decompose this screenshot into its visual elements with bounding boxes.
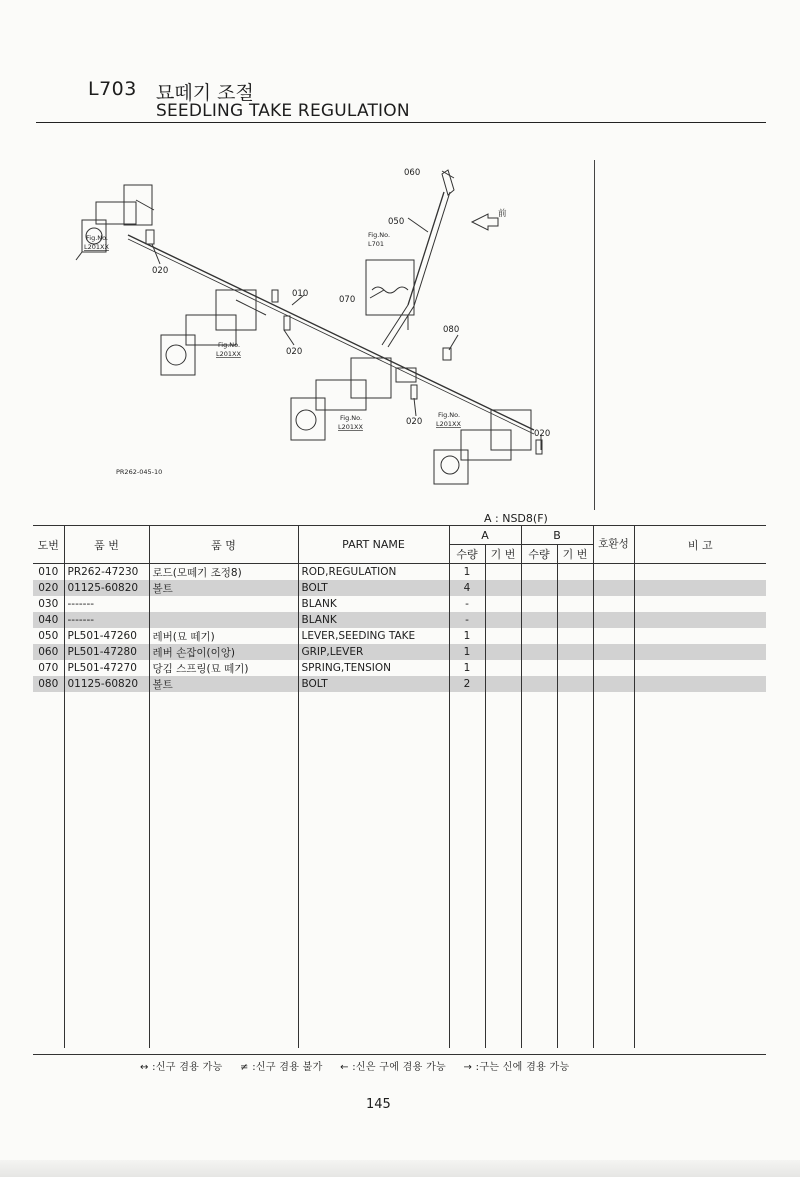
cell-b-qty xyxy=(521,660,557,676)
cell-interchange xyxy=(593,580,634,596)
cell-interchange xyxy=(593,660,634,676)
cell-name-ko xyxy=(149,612,298,628)
svg-text:Fig.No.: Fig.No. xyxy=(368,231,391,239)
cell-b-model xyxy=(557,580,593,596)
fig-ref-4 xyxy=(338,414,363,431)
cell-a-model xyxy=(485,564,521,581)
front-direction-label: 前 xyxy=(498,209,507,219)
cell-no: 020 xyxy=(33,580,64,596)
cell-part-name: BOLT xyxy=(298,676,449,692)
svg-text:Fig.No.: Fig.No. xyxy=(438,411,461,419)
callout-070: 070 xyxy=(339,295,356,305)
front-arrow-icon xyxy=(472,214,498,230)
callout-020-c: 020 xyxy=(406,417,423,427)
cell-b-qty xyxy=(521,644,557,660)
cell-a-qty: 1 xyxy=(449,628,485,644)
fig-ref-2 xyxy=(368,231,390,248)
cell-a-model xyxy=(485,660,521,676)
cell-interchange xyxy=(593,644,634,660)
header-part-no: 품 번 xyxy=(64,526,149,564)
cell-b-model xyxy=(557,644,593,660)
model-note: A : NSD8(F) xyxy=(484,512,548,525)
cell-b-qty xyxy=(521,676,557,692)
title-underline xyxy=(36,122,766,123)
diagram-divider xyxy=(594,160,595,510)
cell-a-qty: 1 xyxy=(449,564,485,581)
cell-name-ko: 로드(모떼기 조정8) xyxy=(149,564,298,581)
cell-part-no: 01125-60820 xyxy=(64,580,149,596)
header-b-qty: 수량 xyxy=(521,545,557,564)
cell-a-qty: 1 xyxy=(449,644,485,660)
cell-b-model xyxy=(557,564,593,581)
svg-text:Fig.No.: Fig.No. xyxy=(86,234,109,242)
cell-a-qty: 2 xyxy=(449,676,485,692)
legend-item: ← :신은 구에 겸용 가능 xyxy=(340,1062,447,1073)
parts-table xyxy=(33,526,766,1048)
cell-part-no: ------- xyxy=(64,596,149,612)
legend-item: → :구는 신에 겸용 가능 xyxy=(463,1062,570,1073)
cell-part-name: GRIP,LEVER xyxy=(298,644,449,660)
cell-name-ko xyxy=(149,596,298,612)
cell-a-model xyxy=(485,596,521,612)
cell-remarks xyxy=(634,580,766,596)
cell-remarks xyxy=(634,644,766,660)
cell-interchange xyxy=(593,612,634,628)
cell-name-ko: 볼트 xyxy=(149,676,298,692)
cell-part-name: BLANK xyxy=(298,612,449,628)
legend-item: ↔ :신구 겸용 가능 xyxy=(140,1062,223,1073)
cell-b-model xyxy=(557,612,593,628)
cell-remarks xyxy=(634,628,766,644)
cell-a-model xyxy=(485,580,521,596)
bolt-080-drawing xyxy=(443,348,451,360)
cell-a-model xyxy=(485,644,521,660)
drawing-code: PR262-045-10 xyxy=(116,468,163,476)
table-row xyxy=(33,580,766,596)
cell-a-qty: - xyxy=(449,596,485,612)
cell-part-no: PL501-47270 xyxy=(64,660,149,676)
cell-part-no: ------- xyxy=(64,612,149,628)
svg-text:L201XX: L201XX xyxy=(338,423,363,431)
callout-020-b: 020 xyxy=(286,347,303,357)
cell-b-qty xyxy=(521,564,557,581)
cell-no: 070 xyxy=(38,662,59,674)
cell-part-no: PL501-47280 xyxy=(64,644,149,660)
section-code: L703 xyxy=(88,78,137,100)
cell-interchange xyxy=(593,596,634,612)
header-a-qty: 수량 xyxy=(449,545,485,564)
callout-080: 080 xyxy=(443,325,460,335)
table-row xyxy=(33,676,766,692)
cell-remarks xyxy=(634,596,766,612)
header-group-b: B xyxy=(521,526,593,545)
cell-no: 030 xyxy=(38,598,59,610)
cell-name-ko: 당김 스프링(묘 떼기) xyxy=(149,660,298,676)
cell-a-qty: - xyxy=(449,612,485,628)
header-interchange: 호환성 xyxy=(593,526,634,564)
table-row xyxy=(33,660,766,676)
table-row xyxy=(33,644,766,660)
cell-a-qty: 4 xyxy=(449,580,485,596)
regulation-rod xyxy=(128,235,534,430)
cell-part-name: SPRING,TENSION xyxy=(298,660,449,676)
fig-ref-5 xyxy=(436,411,461,428)
fig-ref-3 xyxy=(216,341,241,358)
header-part-name: PART NAME xyxy=(298,526,449,564)
cell-remarks xyxy=(634,564,766,581)
callout-010: 010 xyxy=(292,289,309,299)
cell-part-no: 01125-60820 xyxy=(64,676,149,692)
cell-remarks xyxy=(634,612,766,628)
cell-a-qty: 1 xyxy=(449,660,485,676)
cell-b-qty xyxy=(521,596,557,612)
header-a-model: 기 번 xyxy=(485,545,521,564)
cell-name-ko: 레버 손잡이(이앙) xyxy=(149,644,298,660)
cell-a-model xyxy=(485,628,521,644)
callout-060: 060 xyxy=(404,168,421,178)
section-title-english: SEEDLING TAKE REGULATION xyxy=(156,101,410,121)
cell-remarks xyxy=(634,676,766,692)
cell-part-name: BLANK xyxy=(298,596,449,612)
cell-part-no: PR262-47230 xyxy=(64,564,149,581)
scan-edge xyxy=(0,1160,800,1177)
fig-ref-1 xyxy=(84,234,109,251)
seeding-take-lever xyxy=(366,170,454,347)
cell-a-model xyxy=(485,612,521,628)
header-b-model: 기 번 xyxy=(557,545,593,564)
cell-b-qty xyxy=(521,612,557,628)
svg-text:L701: L701 xyxy=(368,240,385,248)
table-row xyxy=(33,628,766,644)
table-row xyxy=(33,612,766,628)
header-group-a: A xyxy=(449,526,521,545)
section-title-korean: 묘떼기 조절 xyxy=(156,82,254,104)
interchange-legend xyxy=(140,1058,583,1073)
cell-no: 040 xyxy=(33,612,64,628)
svg-text:L201XX: L201XX xyxy=(216,350,241,358)
header-no: 도번 xyxy=(37,538,59,552)
callout-020-d: 020 xyxy=(534,429,551,439)
cell-interchange xyxy=(593,564,634,581)
cell-b-model xyxy=(557,628,593,644)
cell-interchange xyxy=(593,676,634,692)
exploded-parts-diagram xyxy=(36,140,596,485)
header-remarks: 비 고 xyxy=(634,526,766,564)
table-row xyxy=(33,564,766,581)
cell-part-name: BOLT xyxy=(298,580,449,596)
header-name-ko: 품 명 xyxy=(149,526,298,564)
cell-part-name: LEVER,SEEDING TAKE xyxy=(298,628,449,644)
legend-item: ≠ :신구 겸용 불가 xyxy=(240,1062,323,1073)
callout-050: 050 xyxy=(388,217,405,227)
cell-a-model xyxy=(485,676,521,692)
table-bottom-rule xyxy=(33,1054,766,1055)
cell-name-ko: 볼트 xyxy=(149,580,298,596)
cell-part-name: ROD,REGULATION xyxy=(298,564,449,581)
svg-text:Fig.No.: Fig.No. xyxy=(340,414,363,422)
cell-b-model xyxy=(557,596,593,612)
cell-b-qty xyxy=(521,580,557,596)
cell-interchange xyxy=(593,628,634,644)
cell-b-model xyxy=(557,660,593,676)
cell-b-qty xyxy=(521,628,557,644)
cell-no: 060 xyxy=(33,644,64,660)
svg-text:L201XX: L201XX xyxy=(84,243,109,251)
page-number: 145 xyxy=(366,1097,391,1112)
cell-remarks xyxy=(634,660,766,676)
cell-no: 050 xyxy=(38,630,59,642)
svg-text:L201XX: L201XX xyxy=(436,420,461,428)
cell-no: 080 xyxy=(33,676,64,692)
cell-part-no: PL501-47260 xyxy=(64,628,149,644)
cell-no: 010 xyxy=(38,566,59,578)
cell-b-model xyxy=(557,676,593,692)
table-row xyxy=(33,596,766,612)
cell-name-ko: 레버(묘 떼기) xyxy=(149,628,298,644)
callout-020-a: 020 xyxy=(152,266,169,276)
svg-text:Fig.No.: Fig.No. xyxy=(218,341,241,349)
